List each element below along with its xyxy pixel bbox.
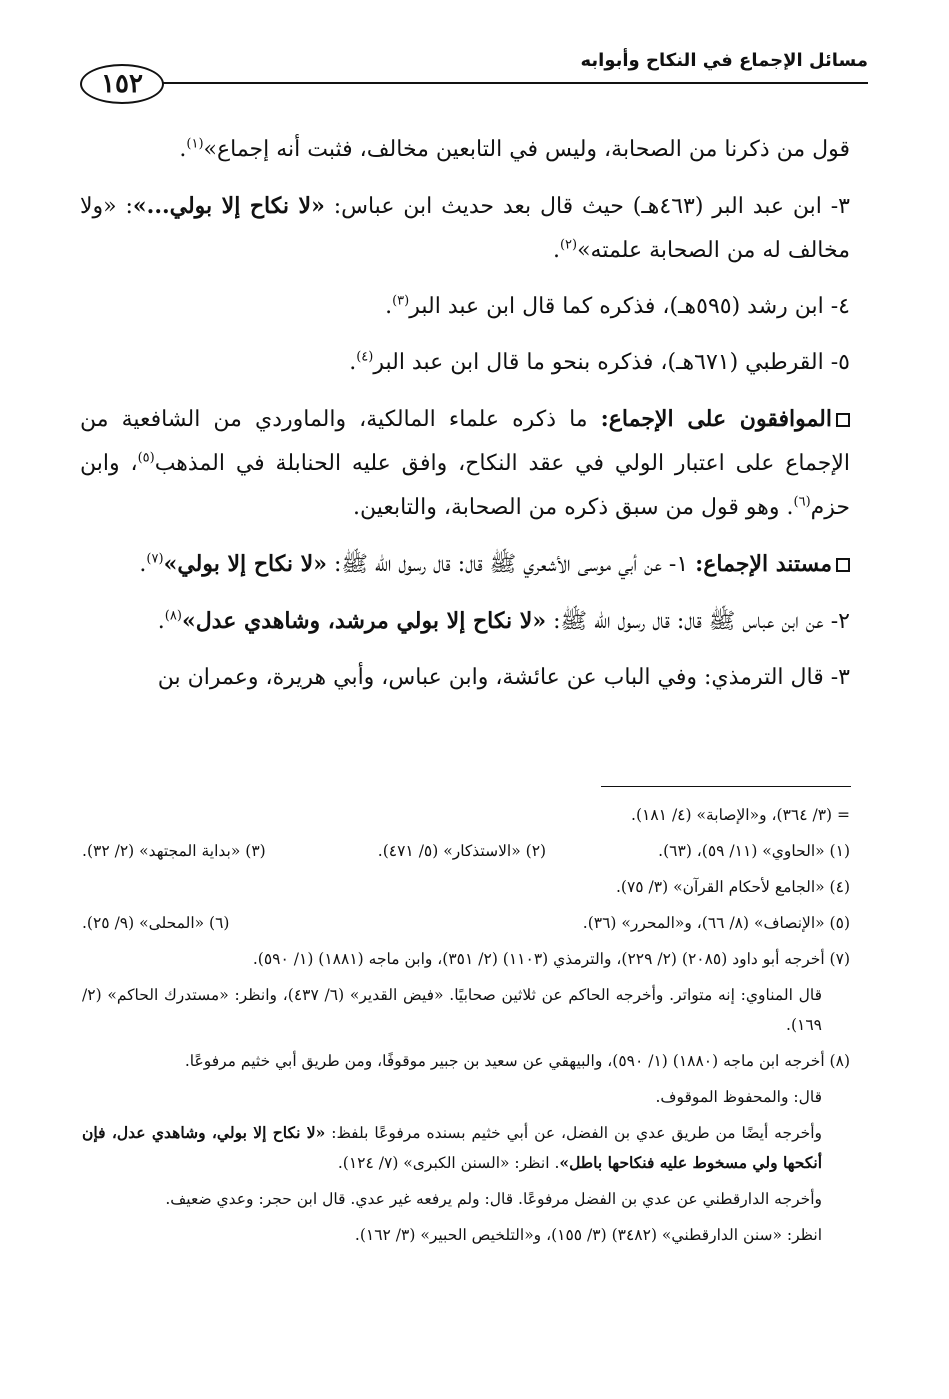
footnote-5: (٥) «الإنصاف» (٨/ ٦٦)، و«المحرر» (٣٦). xyxy=(582,914,850,932)
main-text xyxy=(80,128,850,708)
page-number: ١٥٢ xyxy=(80,64,164,104)
square-bullet-icon xyxy=(836,413,850,427)
header-rule xyxy=(162,82,868,84)
footnote-6: (٦) «المحلى» (٩/ ٢٥). xyxy=(82,914,230,932)
paragraph-5: الموافقون على الإجماع: ما ذكره علماء المالكية، والماوردي من الشافعية من الإجماع على اعتبار الولي في عقد النكاح، وافق عليه الحنابلة في المذهب$^{(٥)}$، وابن حزم$^{(٦)}$. وهو قول من سبق ذكره من الصحابة، والتابعين. xyxy=(80,406,851,520)
footnote-4: (٤) «الجامع لأحكام القرآن» (٣/ ٧٥). xyxy=(615,878,850,896)
paragraph-4: ٥- القرطبي (٦٧١هـ)، فذكره بنحو ما قال ابن عبد البر$^{(٤)}$. xyxy=(349,349,850,375)
paragraph-7: ٢- عن ابن عباس ﷺ قال: قال رسول الله ﷺ: «لا نكاح إلا بولي مرشد، وشاهدي عدل»$^{(٨)}$. xyxy=(157,608,850,634)
footnote-7-note: قال المناوي: إنه متواتر. وأخرجه الحاكم عن ثلاثين صحابيًا. «فيض القدير» (٦/ ٤٣٧)، وانظر: «مستدرك الحاكم» (٢/ ١٦٩). xyxy=(82,986,823,1034)
page-header xyxy=(80,40,868,110)
footnote-8-daraqutni: وأخرجه الدارقطني عن عدي بن الفضل مرفوعًا. قال: ولم يرفعه غير عدي. قال ابن حجر: وعدي ضعيف. xyxy=(165,1190,822,1208)
footnote-row xyxy=(82,908,850,938)
running-title: مسائل الإجماع في النكاح وأبوابه xyxy=(580,50,868,71)
paragraph-1: قول من ذكرنا من الصحابة، وليس في التابعين مخالف، فثبت أنه إجماع»$^{(١)}$. xyxy=(179,136,850,162)
footnote-8-references: انظر: «سنن الدارقطني» (٣٤٨٢) (٣/ ١٥٥)، و«التلخيص الحبير» (٣/ ١٦٢). xyxy=(354,1226,822,1244)
footnote-8: (٨) أخرجه ابن ماجه (١٨٨٠) (١/ ٥٩٠)، والبيهقي عن سعيد بن جبير موقوفًا، ومن طريق أبي خثيم مرفوعًا. xyxy=(184,1052,850,1070)
paragraph-3: ٤- ابن رشد (٥٩٥هـ)، فذكره كما قال ابن عبد البر$^{(٣)}$. xyxy=(385,293,850,319)
footnote-8-extra: وأخرجه أيضًا من طريق عدي بن الفضل، عن أبي خثيم بسنده مرفوعًا بلفظ: «لا نكاح إلا بولي، وشاهدي عدل، فإن أنكحها ولي مسخوط عليه فنكاحها باطل». انظر: «السنن الكبرى» (٧/ ١٢٤). xyxy=(82,1123,822,1172)
paragraph-6: مستند الإجماع: ١- عن أبي موسى الأشعري ﷺ قال: قال رسول الله ﷺ: «لا نكاح إلا بولي»$^{(٧)}$. xyxy=(80,542,850,587)
footnote-separator xyxy=(601,786,851,787)
square-bullet-icon xyxy=(836,558,850,572)
footnote-row xyxy=(82,836,850,866)
footnote-7: (٧) أخرجه أبو داود (٢٠٨٥) (٢/ ٢٢٩)، والترمذي (١١٠٣) (٢/ ٣٥١)، وابن ماجه (١٨٨١) (١/ ٥٩٠). xyxy=(252,950,850,968)
footnote-continuation: = (٣/ ٣٦٤)، و«الإصابة» (٤/ ١٨١). xyxy=(631,806,850,824)
footnote-2: (٢) «الاستذكار» (٥/ ٤٧١). xyxy=(377,842,547,860)
footnote-1: (١) «الحاوي» (١١/ ٥٩)، (٦٣). xyxy=(658,842,850,860)
paragraph-2: ٣- ابن عبد البر (٤٦٣هـ) حيث قال بعد حديث ابن عباس: «لا نكاح إلا بولي...»: «ولا مخالف له من الصحابة علمته»$^{(٢)}$. xyxy=(80,193,850,263)
footnote-8-note: قال: والمحفوظ الموقوف. xyxy=(655,1088,822,1106)
paragraph-8: ٣- قال الترمذي: وفي الباب عن عائشة، وابن عباس، وأبي هريرة، وعمران بن xyxy=(157,665,850,690)
footnote-3: (٣) «بداية المجتهد» (٢/ ٣٢). xyxy=(82,842,266,860)
footnotes xyxy=(82,800,850,1256)
